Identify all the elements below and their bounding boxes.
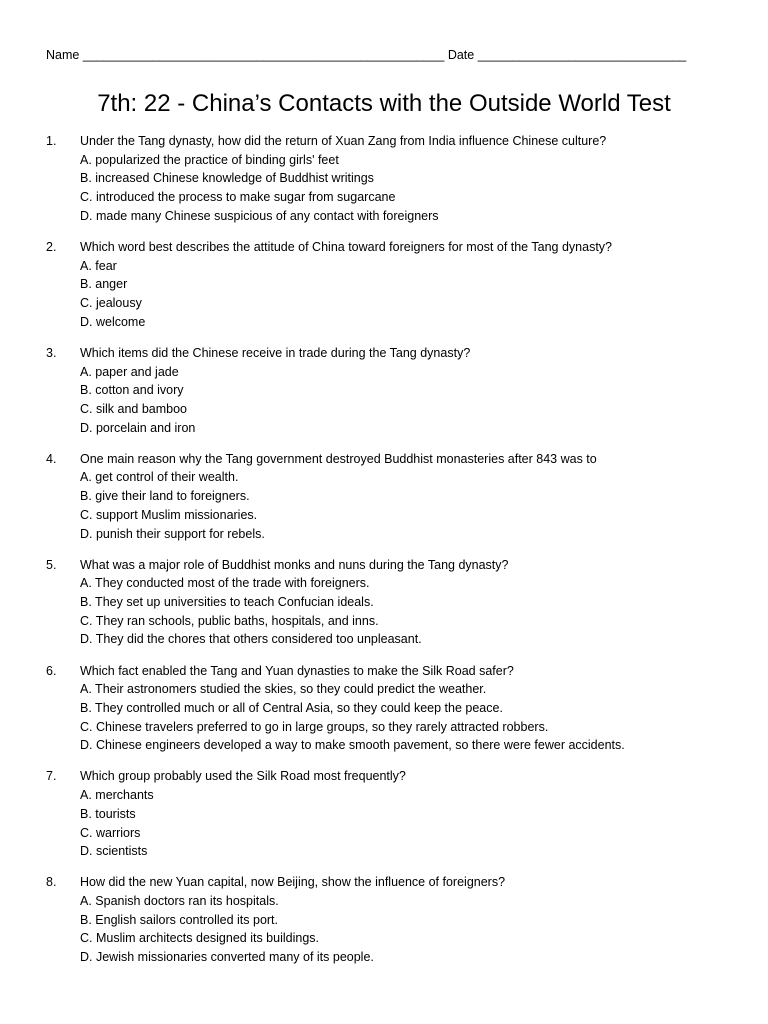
answer-option: D. Chinese engineers developed a way to make smooth pavement, so there were fewer accidents. (80, 738, 625, 753)
answer-option: C. Chinese travelers preferred to go in large groups, so they rarely attracted robbers. (80, 719, 549, 734)
question-text: Which fact enabled the Tang and Yuan dynasties to make the Silk Road safer? (80, 663, 514, 678)
answer-option: C. warriors (80, 825, 141, 840)
answer-option: D. welcome (80, 314, 146, 329)
answer-option: D. punish their support for rebels. (80, 526, 265, 541)
answer-option: A. popularized the practice of binding girls' feet (80, 152, 339, 167)
question-number: 8. (46, 875, 57, 890)
answer-option: D. scientists (80, 844, 148, 859)
answer-option: A. Their astronomers studied the skies, so they could predict the weather. (80, 682, 487, 697)
question-text: Which group probably used the Silk Road most frequently? (80, 769, 406, 784)
answer-option: A. Spanish doctors ran its hospitals. (80, 894, 279, 909)
name-blank: ____________________________________________________ (82, 48, 445, 62)
question-number: 6. (46, 663, 57, 678)
answer-option: D. made many Chinese suspicious of any contact with foreigners (80, 208, 439, 223)
question-number: 5. (46, 557, 57, 572)
answer-option: A. fear (80, 258, 117, 273)
question-number: 1. (46, 134, 57, 148)
answer-option: C. jealousy (80, 296, 142, 311)
question-text: Which items did the Chinese receive in trade during the Tang dynasty? (80, 345, 471, 360)
answer-option: C. support Muslim missionaries. (80, 507, 258, 522)
question-text: Which word best describes the attitude of China toward foreigners for most of the Tang dynasty? (80, 239, 612, 254)
answer-option: B. tourists (80, 806, 136, 821)
question-number: 7. (46, 769, 57, 784)
answer-option: C. introduced the process to make sugar from sugarcane (80, 190, 396, 205)
page-title: 7th: 22 - China’s Contacts with the Outside World Test (97, 90, 671, 117)
question-text: One main reason why the Tang government destroyed Buddhist monasteries after 843 was to (80, 451, 597, 466)
question-item (46, 344, 726, 438)
answer-option: A. They conducted most of the trade with foreigners. (80, 576, 370, 591)
answer-option: B. They set up universities to teach Confucian ideals. (80, 595, 374, 610)
question-item (46, 450, 726, 544)
question-text: How did the new Yuan capital, now Beijing, show the influence of foreigners? (80, 875, 506, 890)
answer-option: C. silk and bamboo (80, 401, 188, 416)
answer-option: B. increased Chinese knowledge of Buddhist writings (80, 171, 374, 186)
question-list (46, 132, 726, 979)
date-blank: ______________________________ (477, 48, 687, 62)
answer-option: A. get control of their wealth. (80, 470, 239, 485)
answer-option: C. They ran schools, public baths, hospitals, and inns. (80, 613, 379, 628)
question-item (46, 767, 726, 861)
answer-option: C. Muslim architects designed its buildings. (80, 931, 319, 946)
question-item (46, 662, 726, 756)
question-number: 2. (46, 239, 57, 254)
question-item (46, 238, 726, 332)
question-item (46, 873, 726, 967)
answer-option: A. merchants (80, 788, 154, 803)
name-date-header (46, 46, 710, 64)
question-text: Under the Tang dynasty, how did the return of Xuan Zang from India influence Chinese culture? (80, 134, 607, 148)
question-number: 3. (46, 345, 57, 360)
answer-option: D. They did the chores that others considered too unpleasant. (80, 632, 422, 647)
question-item (46, 132, 726, 226)
question-number: 4. (46, 451, 57, 466)
answer-option: D. porcelain and iron (80, 420, 196, 435)
answer-option: A. paper and jade (80, 364, 179, 379)
answer-option: D. Jewish missionaries converted many of its people. (80, 950, 374, 965)
name-label: Name (46, 48, 80, 62)
question-item (46, 556, 726, 650)
answer-option: B. cotton and ivory (80, 383, 184, 398)
answer-option: B. give their land to foreigners. (80, 489, 250, 504)
question-text: What was a major role of Buddhist monks and nuns during the Tang dynasty? (80, 557, 509, 572)
answer-option: B. English sailors controlled its port. (80, 912, 279, 927)
answer-option: B. They controlled much or all of Central Asia, so they could keep the peace. (80, 700, 503, 715)
date-label: Date (447, 48, 475, 62)
answer-option: B. anger (80, 277, 128, 292)
